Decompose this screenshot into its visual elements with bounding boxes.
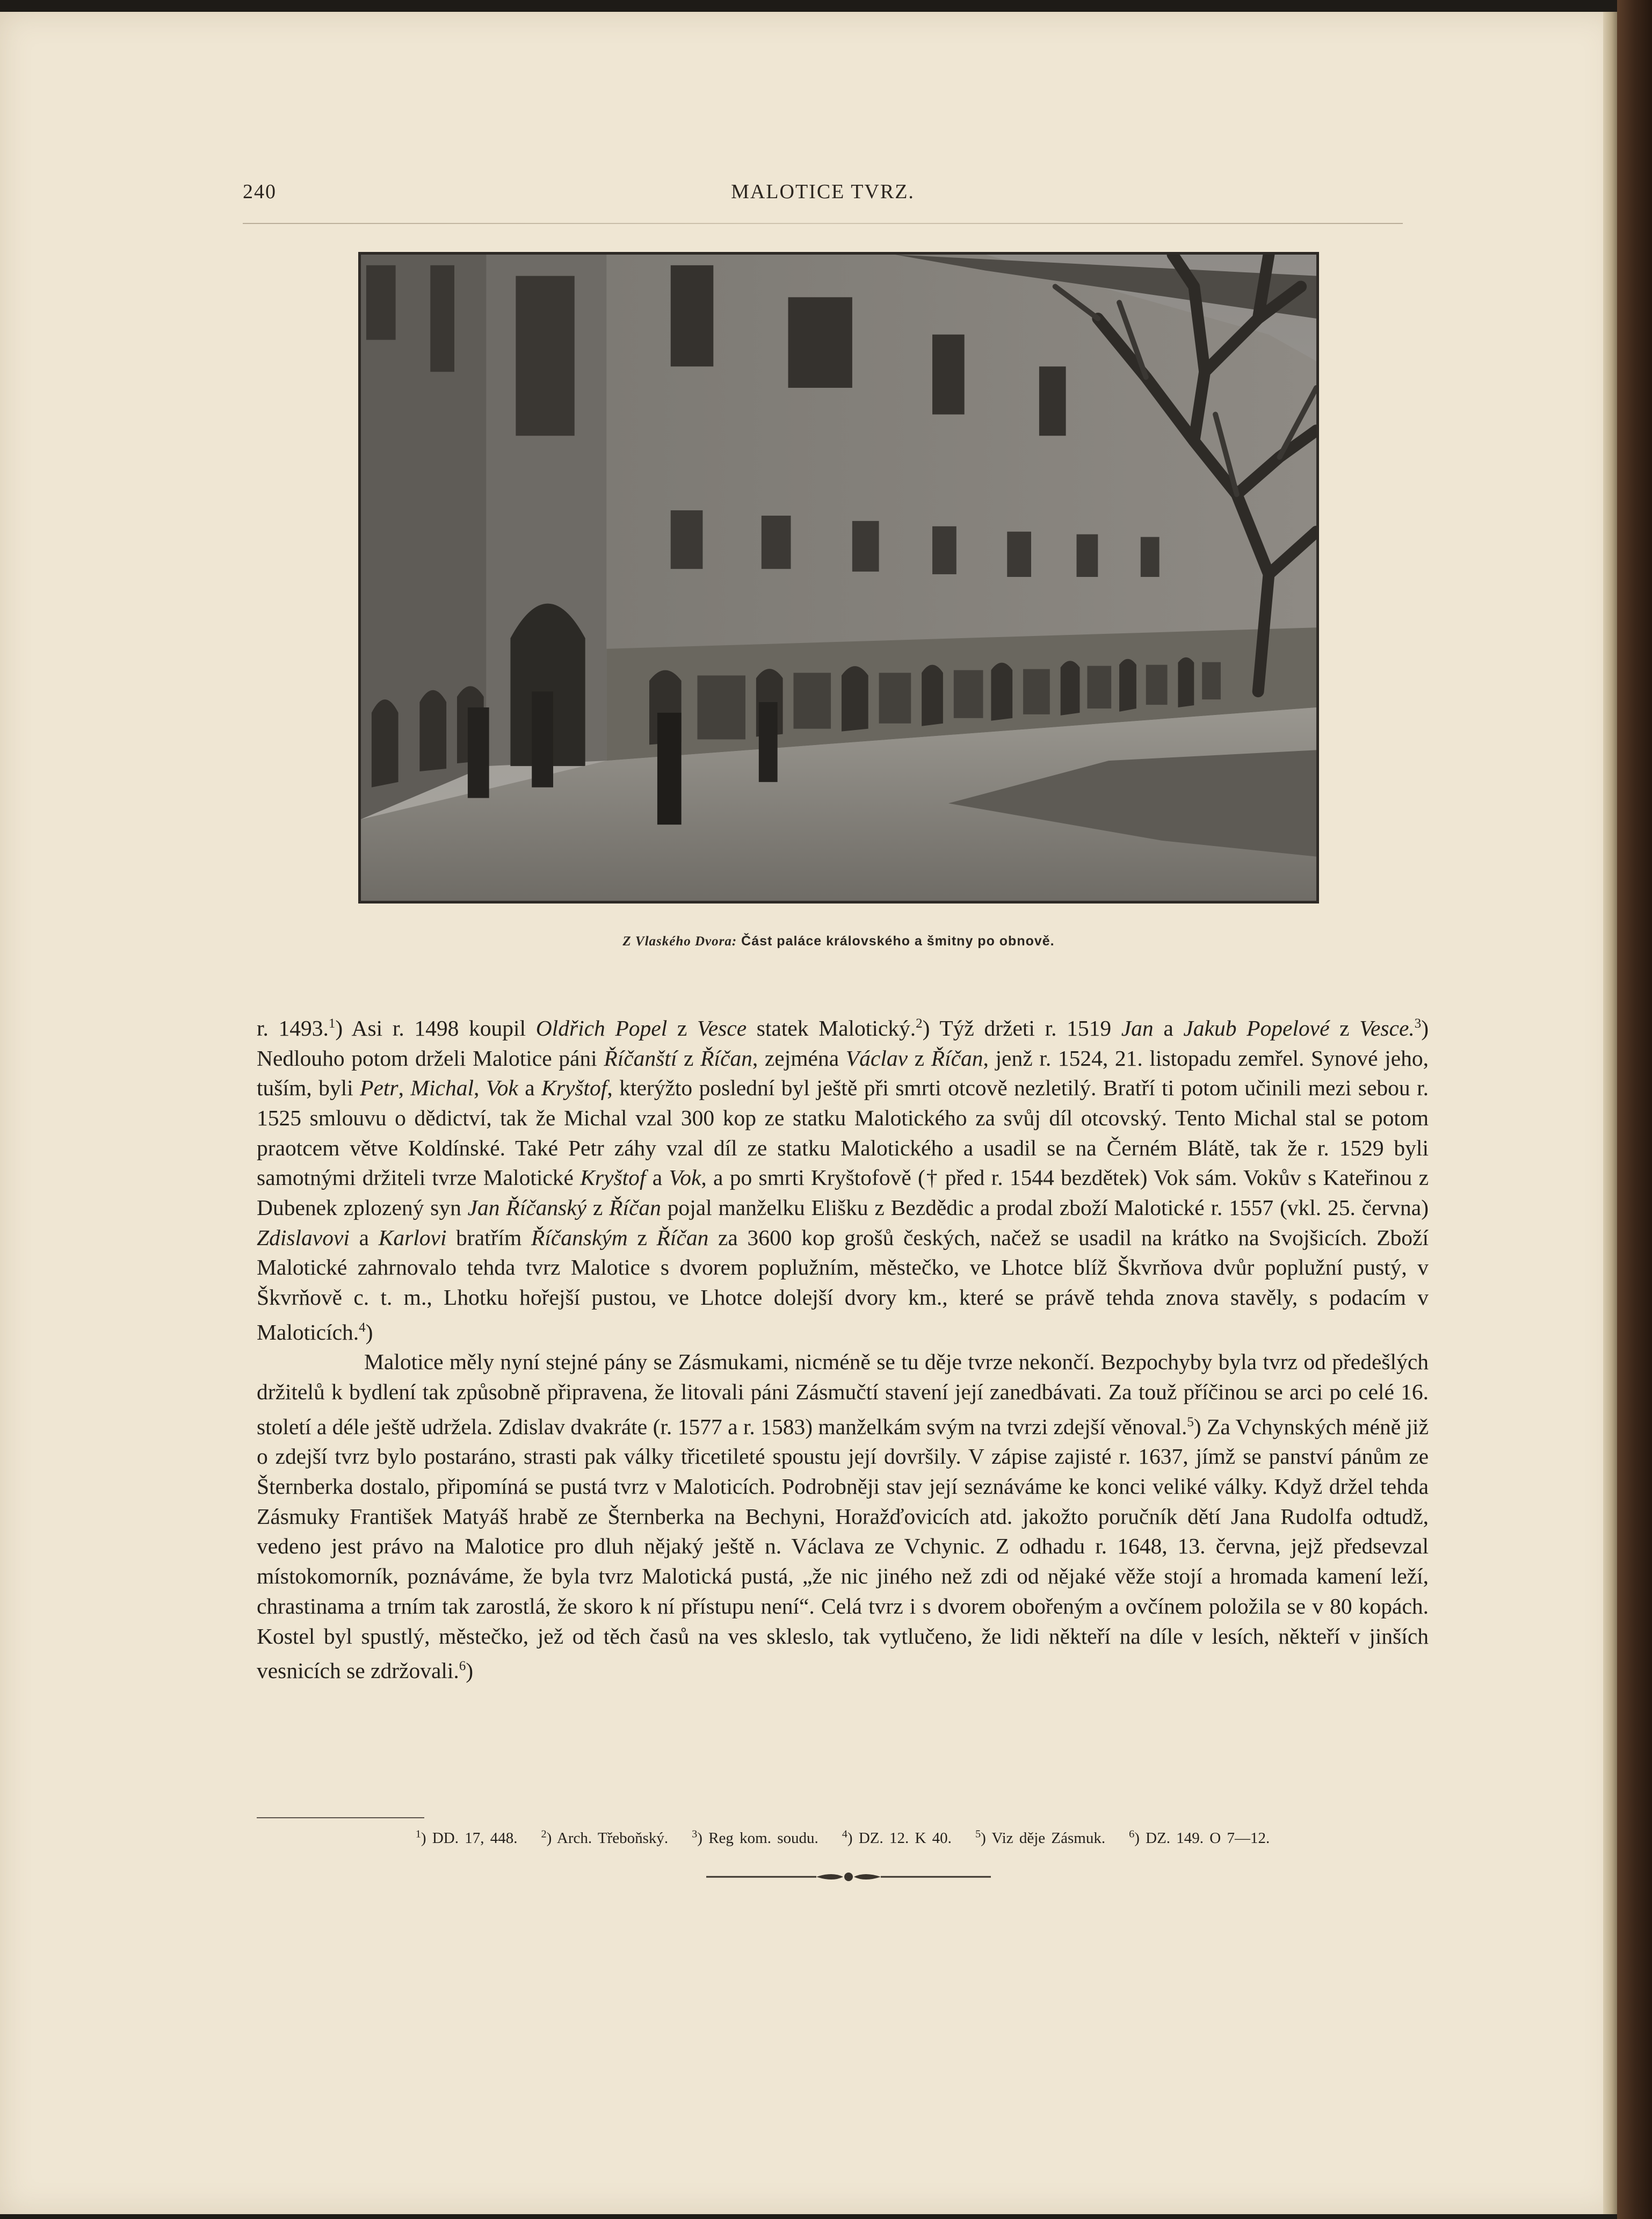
text-run: Jakub Popelové: [1183, 1015, 1330, 1040]
footnote-text: DZ. 12. K 40.: [858, 1829, 952, 1847]
text-run: 6: [459, 1659, 466, 1674]
footnote-text: DZ. 149. O 7—12.: [1146, 1829, 1270, 1847]
text-run: ): [466, 1658, 474, 1683]
footnote-text: DD. 17, 448.: [432, 1829, 518, 1847]
text-run: Jan: [1121, 1015, 1154, 1040]
text-run: Říčanským: [531, 1225, 628, 1250]
running-head: [243, 180, 1403, 212]
text-run: Vesce.: [1359, 1015, 1415, 1040]
footnote-number: 2: [541, 1828, 547, 1840]
text-run: ) Za Vchynských méně již o zdejší tvrz bylo postaráno, strasti pak války třicetileté spoustu její dovršily. V zápise zajisté r. 1637, jímž se panství pánům ze Šternberka dostalo, připomíná se pustá tvrz v Maloticích. Podrobněji stav její seznáváme ke konci veliké války. Když držel tehda Zásmuky František Matyáš hrabě ze Šternberka na Bechyni, Horažďovicích atd. jakožto poručník dětí Jana Rudolfa odtudž, vedeno jest právo na Malotice pro dluh nějaký ještě n. Václava ze Vchynic. Z odhadu r. 1648, 13. června, jejž předsevzal místokomorník, poznáváme, že byla tvrz Malotická pustá, „že nic jiného než zdi od nějaké věže stojí a hromada kamení leží, chrastinama a trním tak zarostlá, že skoro k ní přístupu není“. Celá tvrz i s dvorem obořeným a ovčínem položila se v 80 kopách. Kostel byl spustlý, městečko, jež od těch časů na ves skleslo, tak vytlučeno, že lidi někteří na díle v lesích, někteří v jinších vesnicích se zdržovali.: [257, 1414, 1429, 1683]
text-run: Říčan: [656, 1225, 709, 1250]
text-run: Malotice měly nyní stejné pány se Zásmukami, nicméně se tu děje tvrze nekončí. Bezpochyby byla tvrz od předešlých držitelů k bydlení tak způsobně připravena, že litovali páni Zásmučtí stavení její zanedbávati. Za touž příčinou se arci po celé 16. století a déle ještě udržela. Zdislav dvakráte (r. 1577 a r. 1583) manželkám svým na tvrzi zdejší věnoval.: [257, 1349, 1429, 1439]
text-run: Říčanští: [604, 1045, 677, 1071]
footnote-number: 5: [975, 1828, 981, 1840]
text-run: Vok: [486, 1075, 518, 1101]
footnote: $^1$) DD. 17, 448.: [415, 1828, 518, 1847]
text-run: ,: [473, 1075, 486, 1101]
footnote: $^6$) DZ. 149. O 7—12.: [1129, 1828, 1270, 1847]
text-run: a: [646, 1165, 669, 1190]
text-run: ,: [398, 1075, 411, 1101]
text-run: Vok: [669, 1165, 701, 1190]
text-run: Kryštof: [541, 1075, 607, 1101]
text-run: , jenž r. 1524, 21. listopadu zemřel. Synové jeho, tuším, byli: [257, 1045, 1429, 1101]
text-run: 4: [359, 1320, 366, 1335]
page-number: 240: [243, 180, 277, 203]
caption-prefix: Z Vlaského Dvora:: [622, 934, 737, 949]
footnote-number: 4: [842, 1828, 847, 1840]
courtyard-photograph: [358, 252, 1319, 903]
page-title: MALOTICE TVRZ.: [731, 180, 915, 203]
text-run: za 3600 kop grošů českých, načež se usadil na krátko na Svojšicích. Zboží Malotické zahrnovalo tehda tvrz Malotice s dvorem poplužním, městečko, ve Lhotce blíž Škvrňova dvůr poplužní pustý, v Škvrňově c. t. m., Lhotku hořejší pustou, ve Lhotce dolejší dvory km., které se právě tehda znova stavěly, s podacím v Maloticích.: [257, 1225, 1429, 1345]
footnotes: [257, 1828, 1429, 1847]
footnote-number: 3: [692, 1828, 698, 1840]
footnote-text: Viz děje Zásmuk.: [991, 1829, 1106, 1847]
paragraph: [257, 1009, 1429, 1347]
text-run: Kryštof: [580, 1165, 646, 1190]
text-run: z: [1329, 1015, 1360, 1040]
footnote-text: Arch. Třeboňský.: [556, 1829, 669, 1847]
header-rule: [243, 223, 1403, 224]
figure-caption: [358, 934, 1319, 949]
text-run: z: [677, 1045, 701, 1071]
footnote-number: 6: [1129, 1828, 1135, 1840]
text-run: Říčan: [700, 1045, 752, 1071]
text-run: Říčan: [931, 1045, 983, 1071]
text-run: a: [1153, 1015, 1184, 1040]
text-run: 1: [328, 1016, 336, 1031]
book-binding: [1617, 0, 1652, 2219]
text-run: z: [908, 1045, 931, 1071]
text-run: z: [667, 1015, 697, 1040]
text-run: Oldřich Popel: [535, 1015, 668, 1040]
text-run: 5: [1187, 1414, 1194, 1429]
footnote-text: Reg kom. soudu.: [708, 1829, 818, 1847]
text-run: , a po smrti Kryštofově († před r. 1544 bezdětek) Vok sám. Vokův s Kateřinou z Dubenek zplozený syn: [257, 1165, 1429, 1220]
text-run: ): [365, 1319, 373, 1345]
footnote: $^3$) Reg kom. soudu.: [692, 1828, 818, 1847]
text-run: ) Nedlouho potom drželi Malotice páni: [257, 1015, 1429, 1071]
photo-image: [361, 255, 1316, 901]
text-run: Říčan: [609, 1195, 661, 1220]
body-text: [257, 1009, 1429, 1686]
text-run: , kterýžto poslední byl ještě při smrti otcově nezletilý. Bratří ti potom učinili mezi sebou r. 1525 smlouvu o dědictví, tak že Michal vzal 300 kop ze statku Malotického za svůj díl otcovský. Tento Michal stal se potom praotcem větve Koldínské. Také Petr záhy vzal díl ze statku Malotického a usadil se na Černém Blátě, tak že r. 1529 byli samotnými držiteli tvrze Malotické: [257, 1075, 1429, 1190]
paragraph: [257, 1347, 1429, 1686]
text-run: , zejména: [752, 1045, 846, 1071]
text-run: a: [349, 1225, 379, 1250]
footnote-number: 1: [415, 1828, 421, 1840]
text-run: 3: [1414, 1016, 1422, 1031]
text-run: Jan Říčanský: [467, 1195, 587, 1220]
text-run: statek Malotický.: [747, 1015, 916, 1040]
page-edge: [1603, 12, 1617, 2214]
caption-text: Část paláce královského a šmitny po obnově.: [741, 934, 1055, 949]
text-run: Václav: [845, 1045, 908, 1071]
text-run: Zdislavovi: [257, 1225, 350, 1250]
text-run: 2: [916, 1016, 923, 1031]
end-ornament: [706, 1869, 991, 1884]
footnote: $^2$) Arch. Třeboňský.: [541, 1828, 669, 1847]
text-run: a: [518, 1075, 542, 1101]
footnote-rule: [257, 1817, 424, 1818]
text-run: z: [586, 1195, 610, 1220]
footnote: $^5$) Viz děje Zásmuk.: [975, 1828, 1106, 1847]
text-run: ) Týž držeti r. 1519: [922, 1015, 1121, 1040]
text-run: r. 1493.: [257, 1015, 329, 1040]
footnote: $^4$) DZ. 12. K 40.: [842, 1828, 952, 1847]
text-run: pojal manželku Elišku z Bezdědic a prodal zboží Malotické r. 1557 (vkl. 25. června): [661, 1195, 1429, 1220]
text-run: Karlovi: [378, 1225, 447, 1250]
text-run: z: [627, 1225, 657, 1250]
text-run: ) Asi r. 1498 koupil: [335, 1015, 536, 1040]
text-run: Vesce: [697, 1015, 747, 1040]
text-run: bratřím: [446, 1225, 531, 1250]
text-run: Petr: [360, 1075, 398, 1101]
text-run: Michal: [410, 1075, 474, 1101]
